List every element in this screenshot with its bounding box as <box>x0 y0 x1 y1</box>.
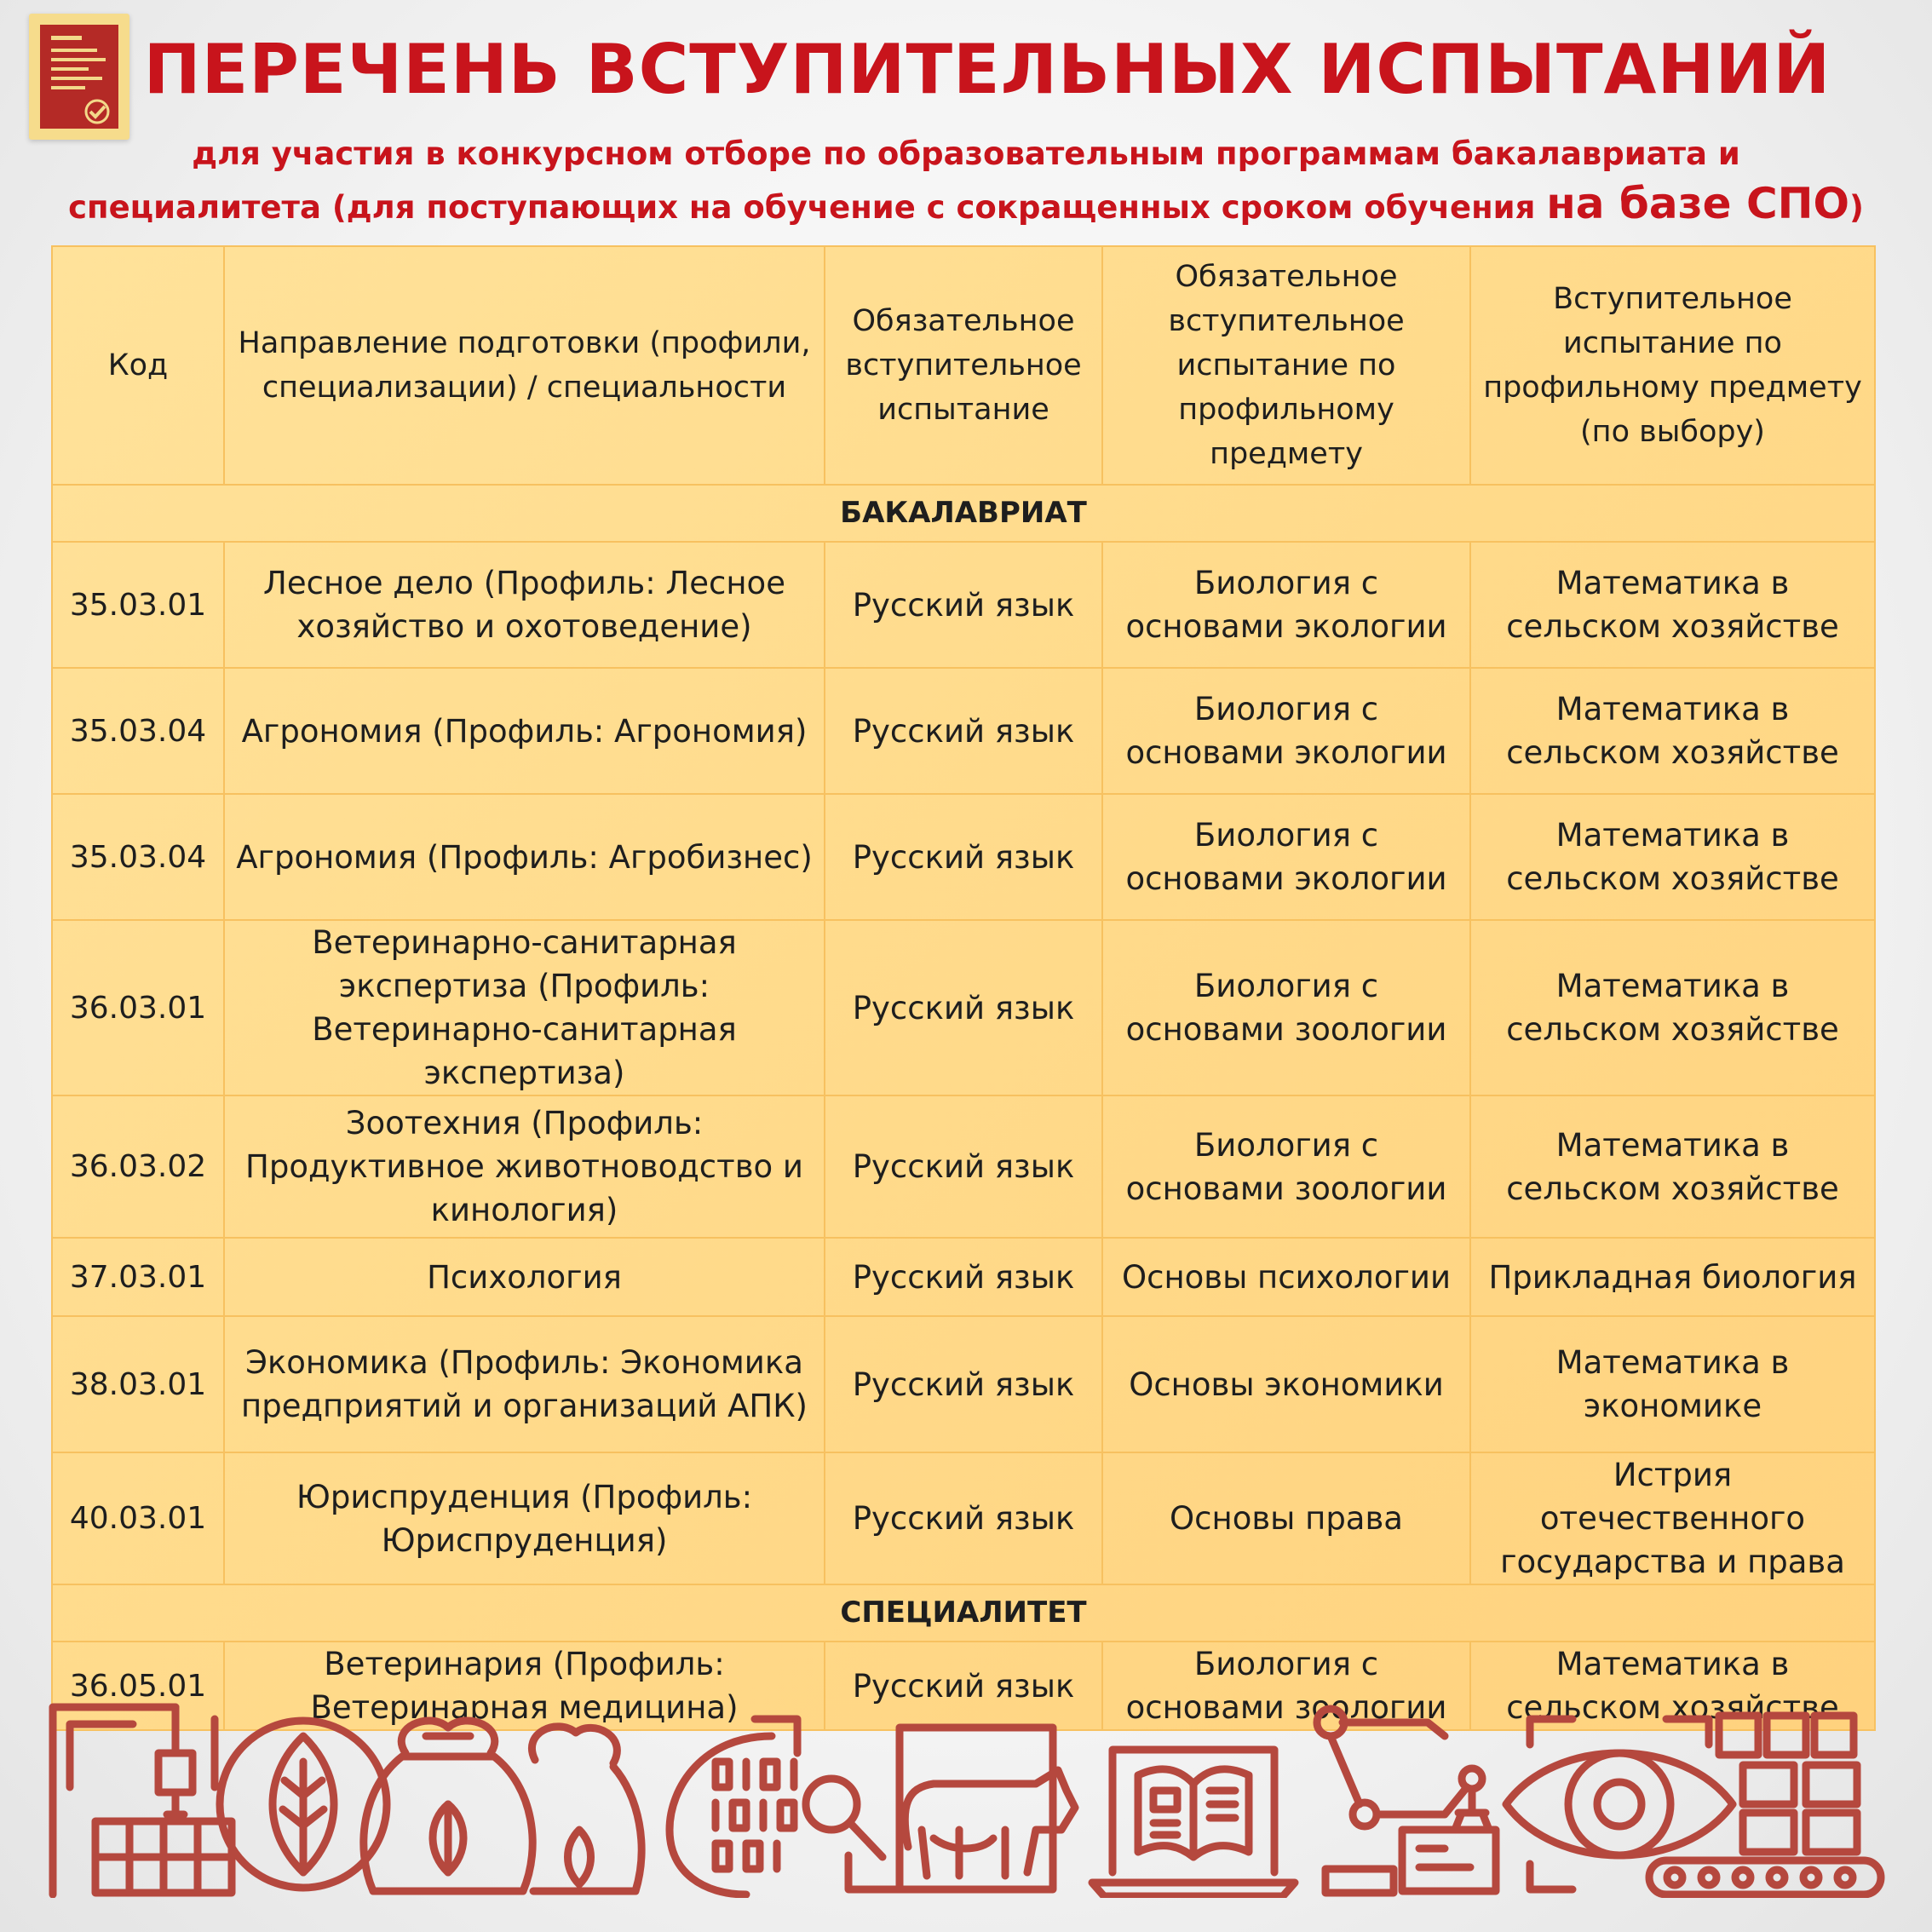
cell-code: 38.03.01 <box>52 1316 224 1452</box>
table-row <box>52 668 1875 794</box>
table-row <box>52 542 1875 668</box>
cell-mandatory-exam: Русский язык <box>825 1095 1102 1238</box>
column-header-code: Код <box>52 246 224 485</box>
footer-illustrations <box>48 1702 1888 1898</box>
cell-code: 40.03.01 <box>52 1452 224 1584</box>
cell-profile-exam: Биология с основами экологии <box>1102 794 1470 920</box>
table-row <box>52 1095 1875 1238</box>
cell-mandatory-exam: Русский язык <box>825 542 1102 668</box>
cell-profile-exam: Основы права <box>1102 1452 1470 1584</box>
cell-mandatory-exam: Русский язык <box>825 668 1102 794</box>
section-row-specialist <box>52 1584 1875 1642</box>
subtitle-line-2: специалитета (для поступающих на обучение с сокращенных сроком обучения <box>68 189 1547 226</box>
cell-mandatory-exam: Русский язык <box>825 920 1102 1095</box>
subtitle-emphasis: на базе СПО <box>1546 179 1849 228</box>
cell-elective-exam: Прикладная биология <box>1470 1238 1875 1316</box>
cell-profile-exam: Биология с основами зоологии <box>1102 1095 1470 1238</box>
cell-mandatory-exam: Русский язык <box>825 1316 1102 1452</box>
robot-arm-icon <box>1317 1709 1496 1893</box>
cell-elective-exam: Математика в сельском хозяйстве <box>1470 668 1875 794</box>
cell-elective-exam: Математика в сельском хозяйстве <box>1470 1095 1875 1238</box>
laptop-book-icon <box>1092 1750 1295 1896</box>
cell-program: Зоотехния (Профиль: Продуктивное животноводство и кинология) <box>224 1095 825 1238</box>
cell-code: 35.03.04 <box>52 668 224 794</box>
cell-mandatory-exam: Русский язык <box>825 1452 1102 1584</box>
cell-code: 35.03.04 <box>52 794 224 920</box>
cell-elective-exam: Математика в сельском хозяйстве <box>1470 542 1875 668</box>
document-checklist-icon <box>29 14 129 140</box>
3d-printer-icon <box>53 1707 232 1895</box>
section-title: СПЕЦИАЛИТЕТ <box>52 1584 1875 1642</box>
cell-program: Ветеринарно-санитарная экспертиза (Профиль: Ветеринарно-санитарная экспертиза) <box>224 920 825 1095</box>
exams-table <box>51 245 1876 1731</box>
cell-code: 37.03.01 <box>52 1238 224 1316</box>
grain-sack-icon <box>364 1721 641 1891</box>
cell-elective-exam: Математика в сельском хозяйстве <box>1470 794 1875 920</box>
table-row <box>52 1452 1875 1584</box>
cell-elective-exam: Истрия отечественного государства и права <box>1470 1452 1875 1584</box>
table-header-row <box>52 246 1875 485</box>
cell-program: Ветеринария (Профиль: Ветеринарная медицина) <box>224 1642 825 1730</box>
section-row-bachelor <box>52 485 1875 542</box>
cell-mandatory-exam: Русский язык <box>825 1238 1102 1316</box>
cell-code: 36.03.01 <box>52 920 224 1095</box>
column-header-mandatory-exam: Обязательное вступительное испытание <box>825 246 1102 485</box>
cell-profile-exam: Основы психологии <box>1102 1238 1470 1316</box>
cell-code: 36.05.01 <box>52 1642 224 1730</box>
subtitle-line-1: для участия в конкурсном отборе по образовательным программам бакалавриата и <box>192 135 1740 172</box>
magnifier-icon <box>806 1779 883 1857</box>
cell-code: 35.03.01 <box>52 542 224 668</box>
cow-icon <box>900 1728 1075 1889</box>
cell-program: Агрономия (Профиль: Агрономия) <box>224 668 825 794</box>
cell-elective-exam: Математика в экономике <box>1470 1316 1875 1452</box>
cell-program: Психология <box>224 1238 825 1316</box>
cell-profile-exam: Биология с основами зоологии <box>1102 920 1470 1095</box>
cell-profile-exam: Биология с основами экологии <box>1102 668 1470 794</box>
column-header-profile-exam: Обязательное вступительное испытание по профильному предмету <box>1102 246 1470 485</box>
cell-program: Лесное дело (Профиль: Лесное хозяйство и охотоведение) <box>224 542 825 668</box>
cell-mandatory-exam: Русский язык <box>825 1642 1102 1730</box>
binary-data-icon <box>670 1719 900 1895</box>
page-title: ПЕРЕЧЕНЬ ВСТУПИТЕЛЬНЫХ ИСПЫТАНИЙ <box>143 30 1831 109</box>
cell-profile-exam: Биология с основами зоологии <box>1102 1642 1470 1730</box>
table-row <box>52 920 1875 1095</box>
subtitle-close: ) <box>1849 189 1864 226</box>
table-row <box>52 794 1875 920</box>
cell-program: Экономика (Профиль: Экономика предприятий и организаций АПК) <box>224 1316 825 1452</box>
table-row <box>52 1316 1875 1452</box>
cell-program: Юриспруденция (Профиль: Юриспруденция) <box>224 1452 825 1584</box>
cell-program: Агрономия (Профиль: Агробизнес) <box>224 794 825 920</box>
cell-code: 36.03.02 <box>52 1095 224 1238</box>
page-subtitle <box>0 129 1932 233</box>
column-header-program: Направление подготовки (профили, специализации) / специальности <box>224 246 825 485</box>
table-row <box>52 1238 1875 1316</box>
column-header-elective-exam: Вступительное испытание по профильному предмету (по выбору) <box>1470 246 1875 485</box>
cell-profile-exam: Биология с основами экологии <box>1102 542 1470 668</box>
cell-elective-exam: Математика в сельском хозяйстве <box>1470 1642 1875 1730</box>
cell-profile-exam: Основы экономики <box>1102 1316 1470 1452</box>
cell-elective-exam: Математика в сельском хозяйстве <box>1470 920 1875 1095</box>
conveyor-boxes-icon <box>1649 1716 1881 1895</box>
cell-mandatory-exam: Русский язык <box>825 794 1102 920</box>
section-title: БАКАЛАВРИАТ <box>52 485 1875 542</box>
